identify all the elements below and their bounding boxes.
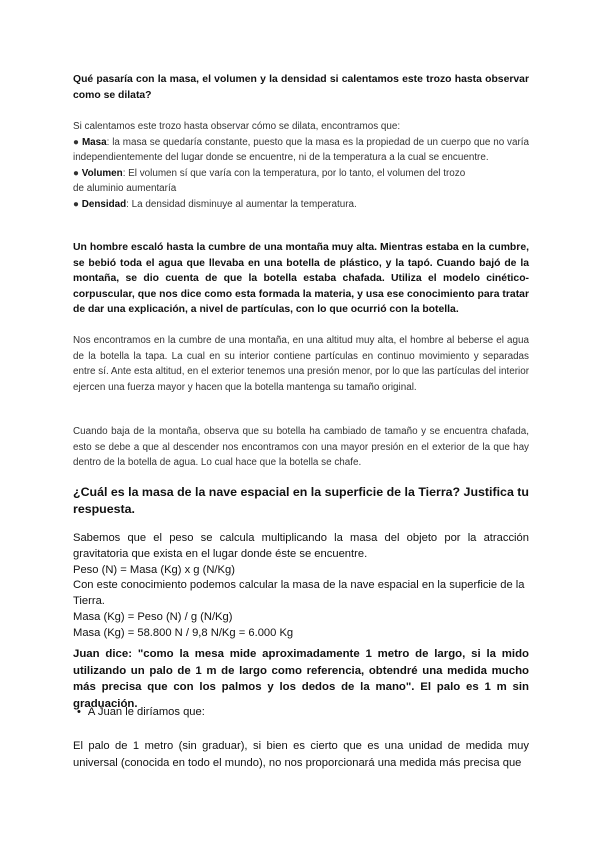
answer-4-bullet	[77, 704, 533, 720]
answer-1-item-volume	[73, 166, 529, 197]
answer-1-intro: Si calentamos este trozo hasta observar cómo se dilata, encontramos que:	[73, 121, 401, 132]
question-4-heading: Juan dice: "como la mesa mide aproximadamente 1 metro de largo, si la mido utilizando un palo de 1 m de largo como referencia, obtendré una medida mucho más precisa que con los palmos y los dedos de la mano". El palo es 1 m sin graduación.	[73, 648, 529, 710]
answer-1-item-mass	[73, 135, 529, 166]
formula-mass-result: Masa (Kg) = 58.800 N / 9,8 N/Kg = 6.000 Kg	[73, 626, 294, 639]
question-3-heading: ¿Cuál es la masa de la nave espacial en la superficie de la Tierra? Justifica tu respuesta.	[73, 485, 529, 516]
formula-weight: Peso (N) = Masa (Kg) x g (N/Kg)	[73, 563, 235, 576]
answer-4-bullet-text: A Juan le diríamos que:	[87, 706, 205, 718]
term-density: Densidad	[81, 198, 127, 210]
answer-1-item-density-text: : La densidad disminuye al aumentar la temperatura.	[126, 198, 357, 210]
question-1-heading: Qué pasaría con la masa, el volumen y la densidad si calentamos este trozo hasta observar como se dilata?	[73, 74, 529, 101]
bullet-dot: ●	[73, 167, 79, 179]
bullet-dot: ●	[73, 136, 80, 148]
term-mass: Masa	[81, 136, 107, 148]
answer-1-item-mass-text: : la masa se quedaría constante, puesto que la masa es la propiedad de un cuerpo que no varía independientemente del lugar donde se encuentre, ni de la temperatura a la cual se encuentre.	[73, 136, 529, 163]
bullet-dot: ●	[73, 198, 79, 210]
answer-1-item-density	[73, 197, 529, 213]
answer-1	[73, 119, 529, 212]
formula-mass: Masa (Kg) = Peso (N) / g (N/Kg)	[73, 610, 233, 623]
answer-1-item-volume-text-1: : El volumen sí que varía con la temperatura, por lo tanto, el volumen del trozo	[122, 167, 466, 179]
bullet-dot: •	[77, 706, 81, 718]
term-volume: Volumen	[81, 167, 123, 179]
answer-3-paragraph-2: Con este conocimiento podemos calcular la masa de la nave espacial en la superficie de la Tierra.	[73, 579, 525, 608]
answer-3	[73, 531, 529, 642]
answer-4-paragraph-1: El palo de 1 metro (sin graduar), si bien es cierto que es una unidad de medida muy universal (conocida en todo el mundo), no nos proporcionará una medida más precisa que	[73, 740, 529, 769]
answer-3-paragraph-1: Sabemos que el peso se calcula multiplicando la masa del objeto por la atracción gravitatoria que exista en el lugar donde éste se encuentre.	[73, 532, 529, 560]
answer-1-item-volume-text-2: de aluminio aumentaría	[73, 183, 177, 194]
answer-2-paragraph-1: Nos encontramos en la cumbre de una montaña, en una altitud muy alta, el hombre al beberse el agua de la botella la tapa. La cual en su interior contiene partículas en continuo movimiento y separadas entre sí. Ante esta altitud, en el exterior tenemos una presión menor, por lo que las partículas del interior ejercen una fuerza mayor y hacen que la botella mantenga su tamaño original.	[73, 335, 529, 393]
question-2-heading: Un hombre escaló hasta la cumbre de una montaña muy alta. Mientras estaba en la cumbre, se bebió toda el agua que llevaba en una botella de plástico, y la tapó. Cuando bajó de la montaña, se dio cuenta de que la botella estaba chafada. Utiliza el modelo cinético-corpuscular, que nos dice como esta formada la materia, y usa ese conocimiento para tratar de dar una explicación, a nivel de partículas, con lo que ocurrió con la botella.	[73, 242, 529, 315]
answer-2-paragraph-2: Cuando baja de la montaña, observa que su botella ha cambiado de tamaño y se encuentra chafada, esto se debe a que al descender nos encontramos con una mayor presión en el exterior de la que hay dentro de la botella de agua. Lo cual hace que la botella se chafe.	[73, 426, 529, 468]
